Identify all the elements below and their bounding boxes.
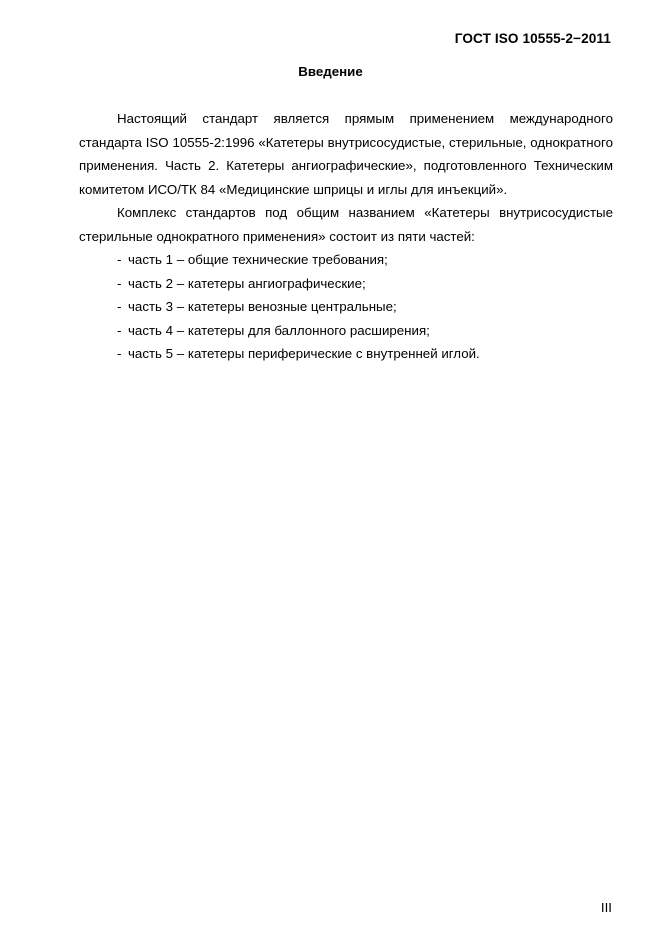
page-number: III bbox=[600, 900, 612, 915]
paragraph-standards-complex: Комплекс стандартов под общим названием «Катетеры внутрисосудистые стерильные однократного применения» состоит из пяти частей: bbox=[79, 205, 613, 244]
list-item bbox=[79, 342, 613, 366]
parts-list bbox=[79, 248, 613, 366]
section-title: Введение bbox=[298, 64, 363, 79]
document-id-header: ГОСТ ISO 10555-2−2011 bbox=[454, 31, 611, 46]
list-item-text: часть 3 – катетеры венозные центральные; bbox=[128, 299, 397, 314]
list-item-text: часть 2 – катетеры ангиографические; bbox=[128, 275, 366, 291]
list-bullet: - bbox=[117, 346, 122, 361]
list-item bbox=[79, 319, 613, 343]
list-item bbox=[79, 272, 613, 296]
paragraph-standard-scope: Настоящий стандарт является прямым применением международного стандарта ISO 10555-2:1996 «Катетеры внутрисосудистые, стерильные, однократного применения. Часть 2. Катетеры ангиографические», подготовленного Техническим комитетом ИСО/ТК 84 «Медицинские шприцы и иглы для инъекций». bbox=[79, 111, 613, 197]
list-item-text: часть 5 – катетеры периферические с внутренней иглой. bbox=[128, 346, 480, 361]
document-body bbox=[79, 107, 613, 366]
list-item bbox=[79, 248, 613, 272]
list-item-text: часть 4 – катетеры для баллонного расширения; bbox=[128, 322, 430, 338]
list-item bbox=[79, 295, 613, 319]
list-bullet: - bbox=[117, 322, 122, 338]
list-bullet: - bbox=[117, 275, 122, 291]
list-bullet: - bbox=[117, 252, 122, 267]
list-item-text: часть 1 – общие технические требования; bbox=[128, 252, 388, 267]
list-bullet: - bbox=[117, 299, 122, 314]
